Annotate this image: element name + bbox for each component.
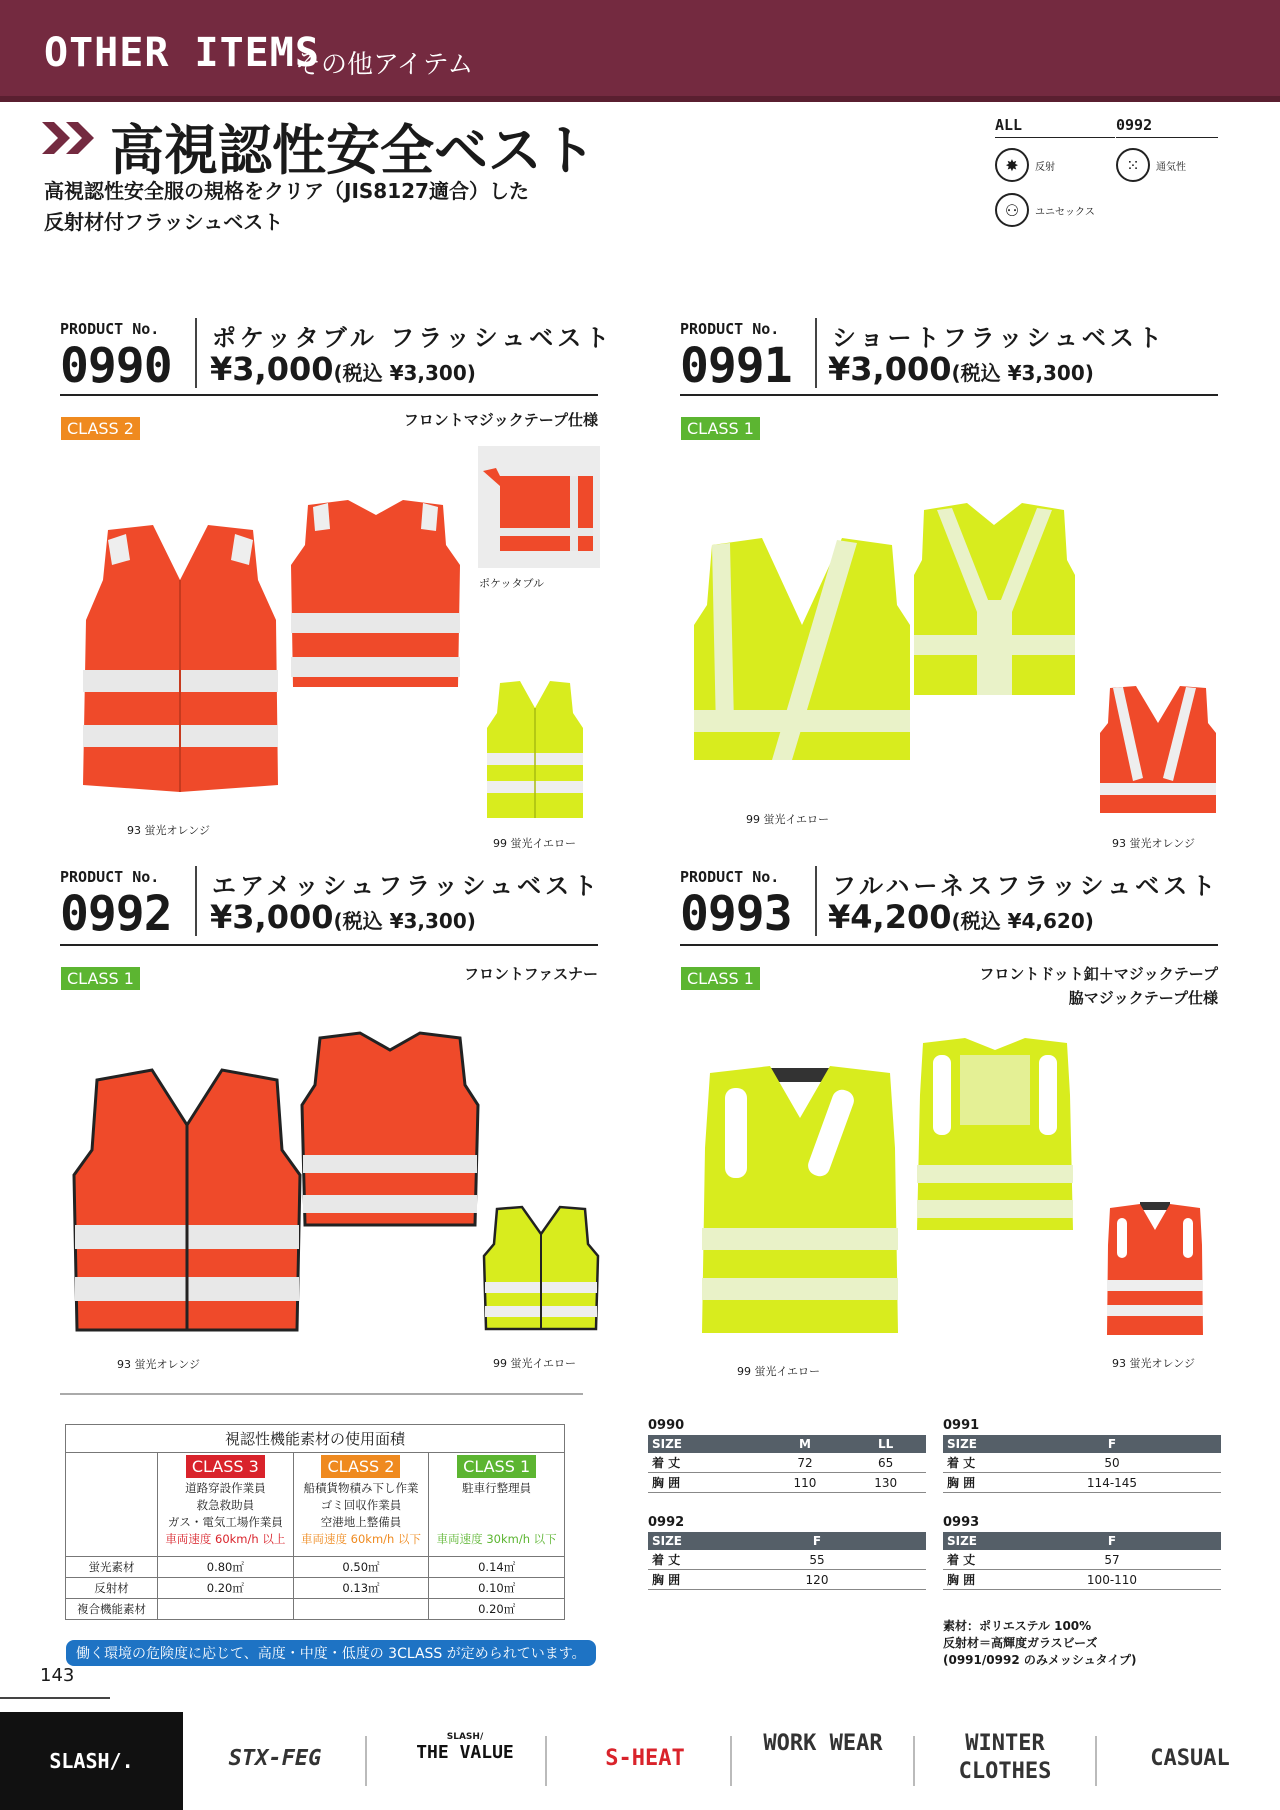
product-note [300, 962, 598, 986]
size-table-0992 [648, 1515, 926, 1590]
size-row-label: 着 丈 [943, 1453, 1003, 1473]
size-cell: 57 [1003, 1550, 1221, 1570]
divider [195, 318, 197, 388]
class-table-corner [66, 1453, 158, 1557]
footer-divider [1095, 1736, 1097, 1786]
product-number: 0990 [60, 338, 172, 394]
use-line: 道路穿設作業員 [185, 1481, 266, 1495]
product-name: ショートフラッシュベスト [832, 324, 1166, 352]
subtitle-line: 反射材付フラッシュベスト [44, 210, 284, 234]
size-header: SIZE [648, 1532, 708, 1550]
footer-work-wear[interactable] [760, 1730, 886, 1758]
use-line: ゴミ回収作業員 [320, 1498, 402, 1512]
product-number: 0991 [680, 338, 792, 394]
row-label: 反射材 [66, 1577, 158, 1598]
page-subtitle [44, 176, 529, 238]
size-table-id: 0992 [648, 1515, 685, 1530]
feature-breath-label: 通気性 [1156, 161, 1186, 173]
footer-logo-the-value[interactable] [405, 1732, 525, 1763]
product-label: PRODUCT No. [60, 320, 160, 338]
class-badge: CLASS 1 [457, 1455, 536, 1478]
size-header: SIZE [943, 1532, 1003, 1550]
product-label: PRODUCT No. [680, 868, 780, 886]
class-table-row [66, 1556, 565, 1577]
class-badge: CLASS 2 [61, 417, 140, 440]
product-0992-no-block [60, 868, 172, 942]
use-line: 駐車行整理員 [462, 1481, 532, 1495]
footer-logo-stxfeg[interactable]: STX-FEG [228, 1746, 322, 1771]
material-line: 反射材＝高輝度ガラスビーズ [943, 1636, 1098, 1650]
vest-image-yellow-harness-back [915, 1035, 1075, 1235]
vest-image-pocketable [478, 446, 600, 568]
price-value: ¥4,200 [828, 898, 952, 936]
unisex-icon: ⚇ [995, 193, 1029, 227]
price-tax: (税込 ¥3,300) [333, 361, 476, 385]
note-line: フロントマジックテープ仕様 [403, 411, 598, 429]
divider [815, 866, 817, 936]
size-row-label: 着 丈 [648, 1550, 708, 1570]
vest-image-orange-mesh-front [72, 1065, 302, 1335]
vest-image-yellow-front [692, 535, 912, 765]
color-caption: 93 蛍光オレンジ [127, 824, 210, 837]
price-tax: (税込 ¥3,300) [333, 909, 476, 933]
use-line: 空港地上整備員 [320, 1515, 402, 1529]
size-header: F [1003, 1435, 1221, 1453]
color-caption: 99 蛍光イエロー [746, 813, 830, 826]
product-note [300, 408, 598, 432]
feature-breath [1116, 148, 1186, 182]
class-col-3 [158, 1453, 294, 1479]
reflect-icon: ✸ [995, 148, 1029, 182]
class-uses [158, 1478, 294, 1556]
size-cell: 100-110 [1003, 1570, 1221, 1590]
color-caption: 99 蛍光イエロー [493, 837, 577, 850]
vest-image-yellow-back [912, 500, 1077, 700]
value-logo-text: THE VALUE [416, 1742, 514, 1763]
feature-unisex [995, 193, 1095, 227]
size-cell: 72 [765, 1453, 846, 1473]
size-table-id: 0990 [648, 1418, 685, 1433]
slash-logo: SLASH/. [49, 1749, 134, 1773]
class-table [65, 1424, 565, 1620]
note-line: 脇マジックテープ仕様 [1068, 989, 1218, 1007]
row-label: 蛍光素材 [66, 1556, 158, 1577]
product-name: エアメッシュフラッシュベスト [212, 872, 602, 900]
footer-nav [0, 1712, 1280, 1810]
size-row-label: 着 丈 [648, 1453, 765, 1473]
color-caption: 93 蛍光オレンジ [1112, 837, 1195, 850]
work-wear-text: WORK WEAR [763, 1731, 883, 1756]
cell: 0.20㎡ [158, 1577, 294, 1598]
size-header: SIZE [648, 1435, 765, 1453]
footer-divider [730, 1736, 732, 1786]
vest-image-yellow-harness-front [700, 1058, 900, 1338]
material-info [943, 1618, 1137, 1669]
feature-reflect [995, 148, 1055, 182]
product-label: PRODUCT No. [60, 868, 160, 886]
value-top-text: SLASH/ [446, 1732, 484, 1742]
size-cell: 110 [765, 1473, 846, 1493]
class-uses [429, 1478, 565, 1556]
size-table-id: 0993 [943, 1515, 980, 1530]
speed-line: 車両速度 30km/h 以下 [436, 1532, 557, 1546]
rule [680, 394, 1218, 396]
header-stripe [0, 96, 1280, 102]
color-caption: 93 蛍光オレンジ [1112, 1357, 1195, 1370]
section-title-en: OTHER ITEMS [44, 30, 320, 76]
product-number: 0993 [680, 886, 792, 942]
size-row-label: 胸 囲 [648, 1570, 708, 1590]
price-value: ¥3,000 [210, 898, 334, 936]
size-header: F [708, 1532, 926, 1550]
color-caption: 93 蛍光オレンジ [117, 1358, 200, 1371]
class-badge: CLASS 3 [186, 1455, 265, 1478]
rule [60, 944, 598, 946]
size-header: M [765, 1435, 846, 1453]
class-info-banner: 働く環境の危険度に応じて、高度・中度・低度の 3CLASS が定められています。 [66, 1640, 596, 1666]
vest-image-orange-back [288, 495, 463, 695]
footer-brand-slash[interactable] [0, 1712, 183, 1810]
speed-line: 車両速度 60km/h 以下 [301, 1532, 421, 1546]
size-table-0990 [648, 1418, 926, 1493]
feature-0992-label: 0992 [1116, 116, 1218, 138]
feature-all-label: ALL [995, 116, 1115, 138]
footer-winter-clothes[interactable] [935, 1730, 1075, 1786]
product-note [880, 962, 1218, 1010]
vest-image-orange [1098, 683, 1218, 818]
feature-0992-header [1116, 116, 1218, 138]
material-line: (0991/0992 のみメッシュタイプ) [943, 1653, 1137, 1667]
class-table-title: 視認性機能素材の使用面積 [66, 1425, 565, 1453]
product-number: 0992 [60, 886, 172, 942]
product-0990-no-block [60, 320, 172, 394]
size-row-label: 胸 囲 [648, 1473, 765, 1493]
color-caption: ポケッタブル [479, 577, 545, 590]
size-header: F [1003, 1532, 1221, 1550]
product-label: PRODUCT No. [680, 320, 780, 338]
size-cell: 120 [708, 1570, 926, 1590]
speed-line: 車両速度 60km/h 以上 [165, 1532, 286, 1546]
page-title: 高視認性安全ベスト [110, 119, 596, 182]
class-badge: CLASS 2 [321, 1455, 400, 1478]
class-table-row [66, 1577, 565, 1598]
note-line: フロントファスナー [464, 965, 598, 983]
page-number: 143 [40, 1665, 75, 1686]
size-header: LL [845, 1435, 926, 1453]
footer-casual[interactable]: CASUAL [1150, 1746, 1230, 1771]
footer-logo-sheat[interactable]: S-HEAT [605, 1746, 685, 1771]
product-0991-no-block [680, 320, 792, 394]
product-price [210, 350, 476, 388]
size-header: SIZE [943, 1435, 1003, 1453]
class-badge: CLASS 1 [681, 417, 760, 440]
size-cell: 65 [845, 1453, 926, 1473]
price-value: ¥3,000 [828, 350, 952, 388]
size-cell: 50 [1003, 1453, 1221, 1473]
price-tax: (税込 ¥3,300) [951, 361, 1094, 385]
winter-clothes-text: WINTER CLOTHES [958, 1731, 1052, 1784]
size-row-label: 着 丈 [943, 1550, 1003, 1570]
cell: 0.20㎡ [429, 1598, 565, 1619]
subtitle-line: 高視認性安全服の規格をクリア（JIS8127適合）した [44, 179, 529, 203]
vest-image-yellow [485, 678, 585, 823]
divider [195, 866, 197, 936]
size-cell: 130 [845, 1473, 926, 1493]
divider [815, 318, 817, 388]
color-caption: 99 蛍光イエロー [737, 1365, 821, 1378]
product-0993-no-block [680, 868, 792, 942]
feature-all-header [995, 116, 1115, 138]
vest-image-yellow-mesh [482, 1204, 600, 1332]
footer-divider [545, 1736, 547, 1786]
use-line: 船積貨物積み下し作業 [303, 1481, 419, 1495]
size-table-0993 [943, 1515, 1221, 1590]
cell [293, 1598, 429, 1619]
chevron-icon [40, 118, 100, 158]
cell: 0.80㎡ [158, 1556, 294, 1577]
size-table-id: 0991 [943, 1418, 980, 1433]
size-table-0991 [943, 1418, 1221, 1493]
class-uses [293, 1478, 429, 1556]
product-price [210, 898, 476, 936]
row-label: 複合機能素材 [66, 1598, 158, 1619]
class-col-1 [429, 1453, 565, 1479]
note-line: フロントドット釦＋マジックテープ [979, 965, 1218, 983]
cell: 0.10㎡ [429, 1577, 565, 1598]
product-price [828, 898, 1094, 936]
vest-image-orange-front [78, 520, 283, 800]
class-table-row [66, 1598, 565, 1619]
rule [680, 944, 1218, 946]
price-value: ¥3,000 [210, 350, 334, 388]
table-top-rule [60, 1393, 583, 1395]
product-name: フルハーネスフラッシュベスト [832, 872, 1220, 900]
page-number-rule [0, 1697, 110, 1699]
footer-divider [913, 1736, 915, 1786]
size-cell: 114-145 [1003, 1473, 1221, 1493]
feature-reflect-label: 反射 [1035, 161, 1055, 173]
size-row-label: 胸 囲 [943, 1473, 1003, 1493]
cell [158, 1598, 294, 1619]
use-line: ガス・電気工場作業員 [167, 1515, 283, 1529]
cell: 0.50㎡ [293, 1556, 429, 1577]
vest-image-orange-harness [1105, 1200, 1205, 1340]
product-name: ポケッタブル フラッシュベスト [212, 324, 614, 352]
price-tax: (税込 ¥4,620) [951, 909, 1094, 933]
use-line: 救急救助員 [196, 1498, 255, 1512]
rule [60, 394, 598, 396]
product-price [828, 350, 1094, 388]
breathable-icon: ⁙ [1116, 148, 1150, 182]
feature-unisex-label: ユニセックス [1035, 206, 1095, 218]
class-badge: CLASS 1 [61, 967, 140, 990]
size-cell: 55 [708, 1550, 926, 1570]
vest-image-orange-mesh-back [300, 1030, 480, 1230]
cell: 0.13㎡ [293, 1577, 429, 1598]
class-badge: CLASS 1 [681, 967, 760, 990]
section-title-ja: その他アイテム [295, 50, 474, 80]
material-line: 素材：ポリエステル 100% [943, 1619, 1092, 1633]
color-caption: 99 蛍光イエロー [493, 1357, 577, 1370]
size-row-label: 胸 囲 [943, 1570, 1003, 1590]
footer-divider [365, 1736, 367, 1786]
cell: 0.14㎡ [429, 1556, 565, 1577]
class-col-2 [293, 1453, 429, 1479]
